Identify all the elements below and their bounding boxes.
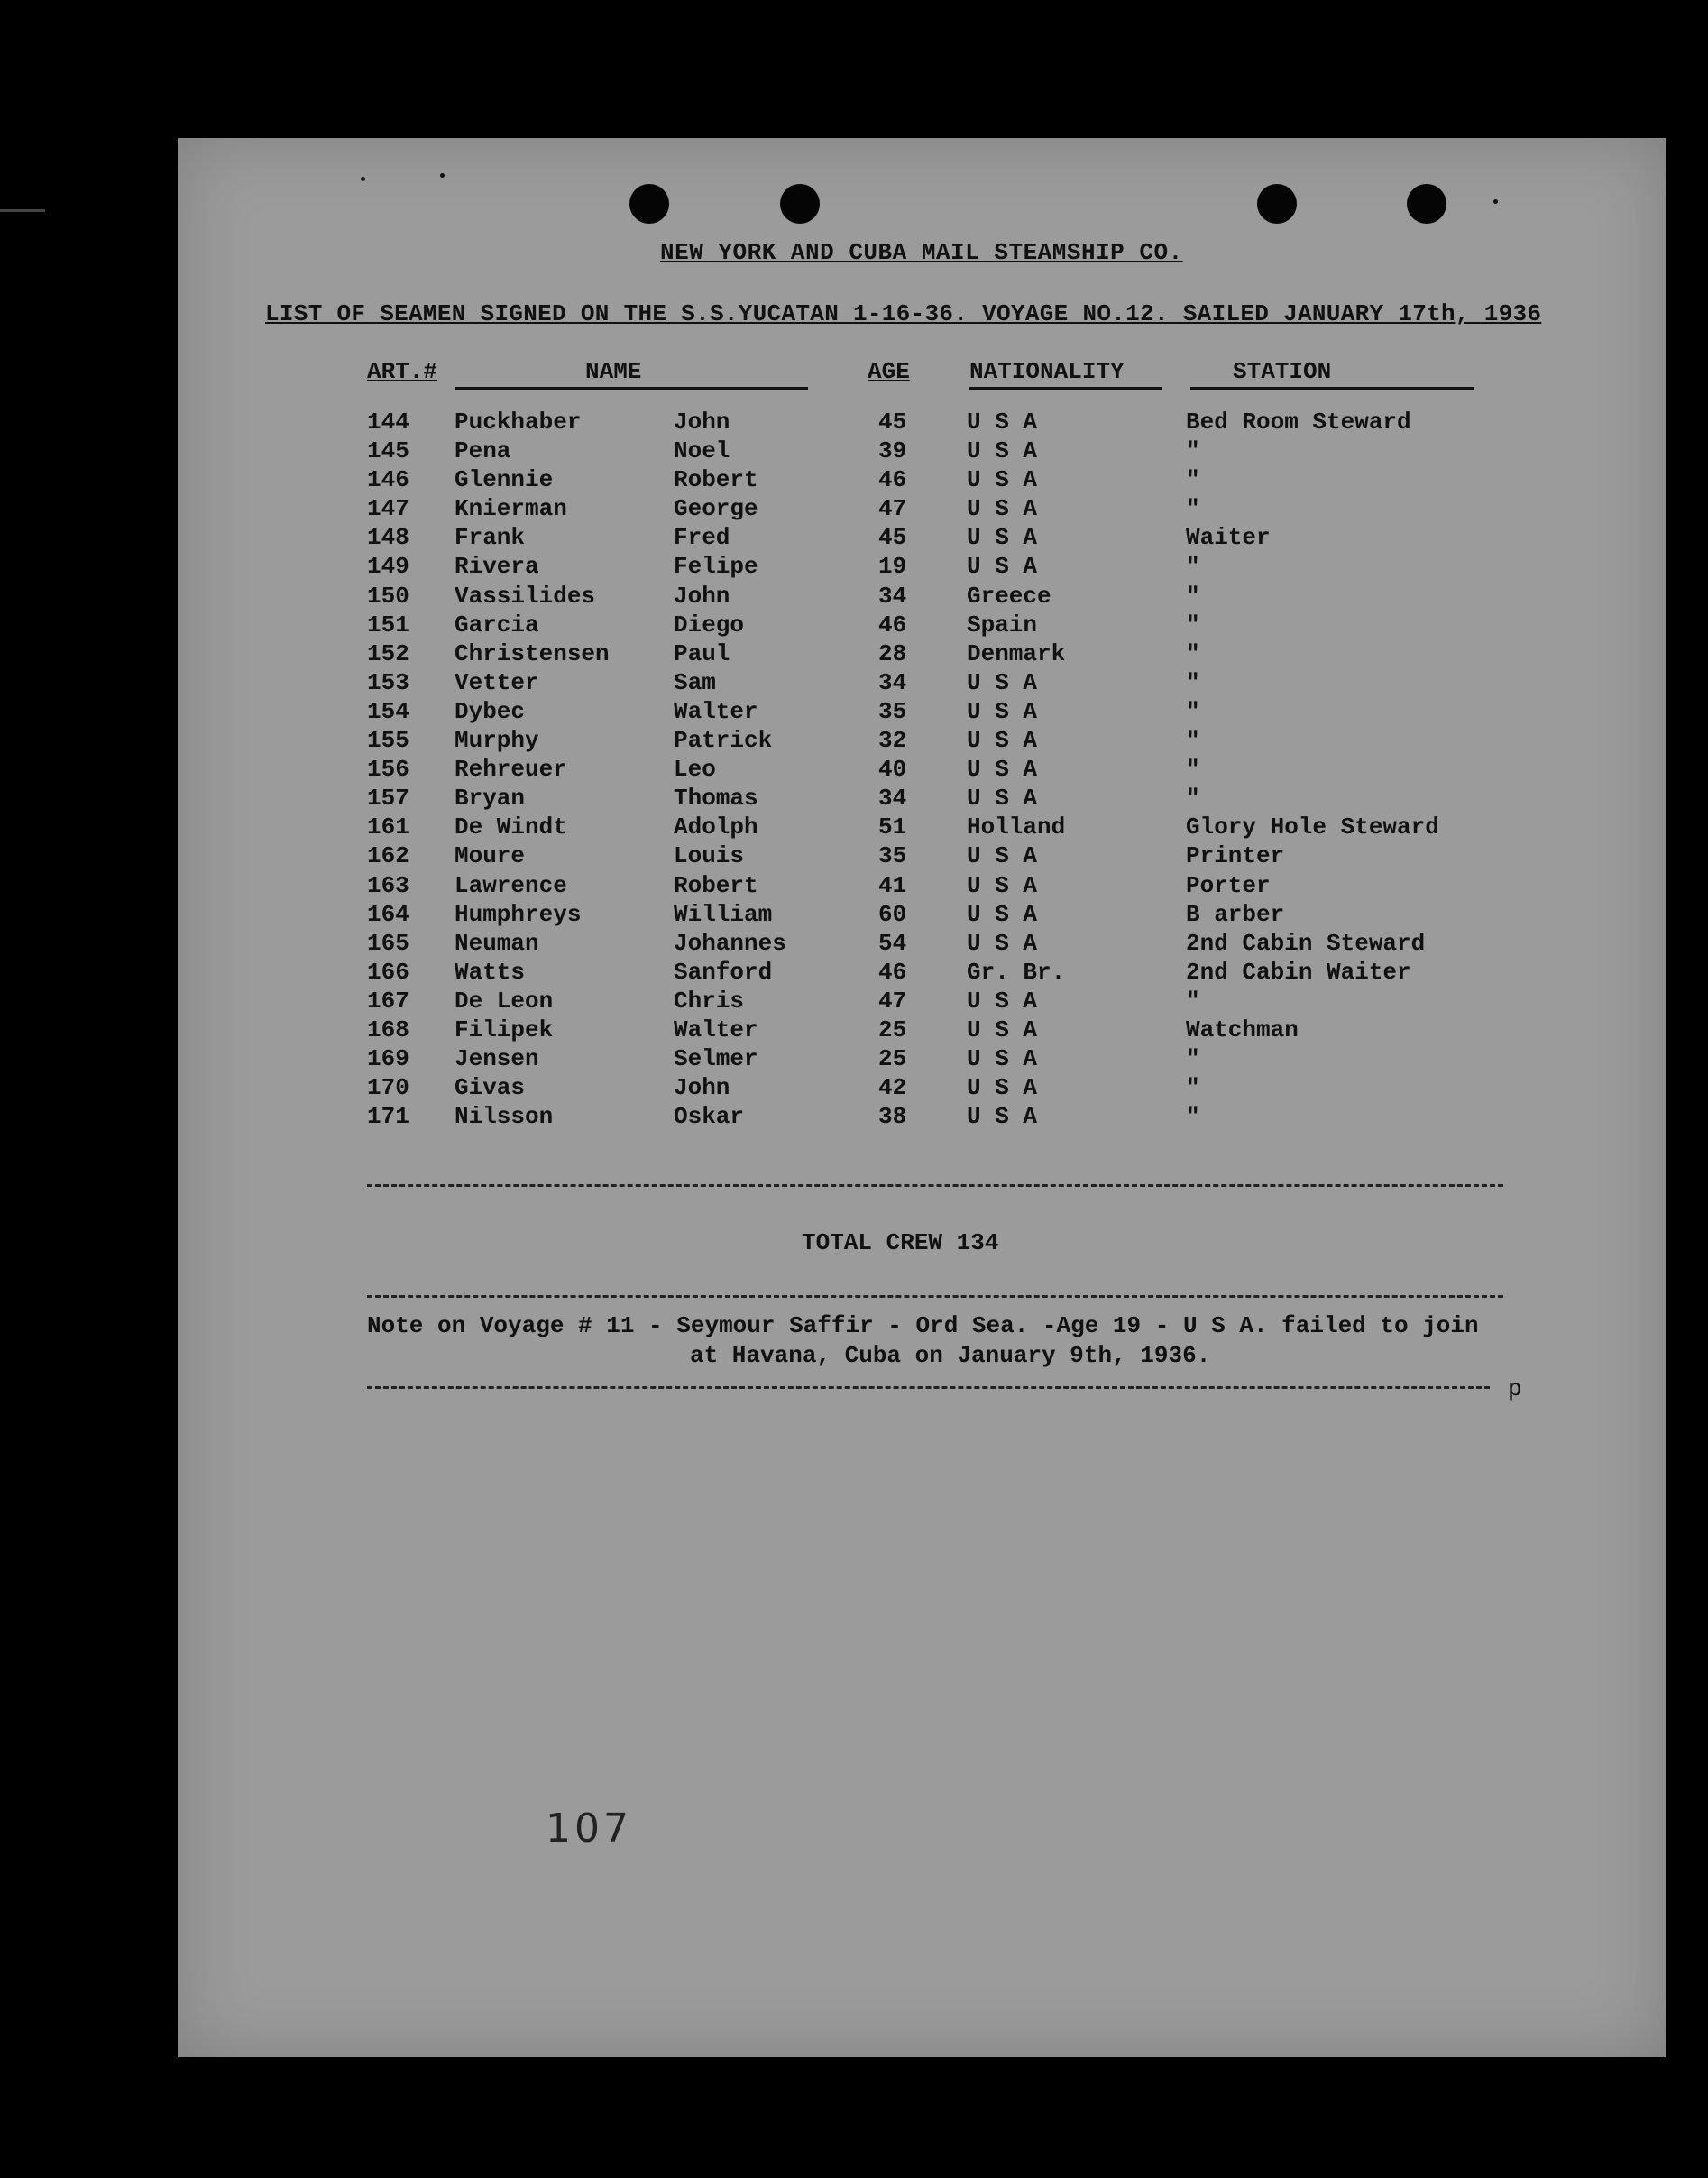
table-row [178,1016,1666,1045]
cell-given-name: Patrick [674,727,773,755]
cell-surname: Glennie [455,466,554,494]
cell-art-number: 165 [367,929,409,957]
cell-station: " [1186,987,1200,1015]
cell-age: 47 [878,987,907,1015]
cell-surname: Frank [455,524,526,552]
cell-surname: Vetter [455,668,539,696]
cell-age: 41 [878,871,907,899]
table-row [178,495,1666,524]
cell-nationality: U S A [967,495,1038,523]
list-title: LIST OF SEAMEN SIGNED ON THE S.S.YUCATAN 1-16-36. VOYAGE NO.12. SAILED JANUARY 17th, 1936 [265,300,1542,327]
cell-age: 25 [878,1045,907,1073]
cell-station: " [1186,785,1200,813]
punch-hole [780,184,820,224]
cell-surname: Garcia [455,611,539,639]
cell-age: 38 [878,1103,907,1131]
speck [361,177,365,181]
cell-given-name: Sanford [674,958,773,986]
cell-age: 39 [878,437,907,465]
cell-art-number: 144 [367,409,409,436]
punch-hole [1257,184,1297,224]
cell-age: 40 [878,756,907,784]
cell-surname: Puckhaber [455,409,582,436]
table-row [178,872,1666,901]
cell-art-number: 146 [367,466,409,494]
cell-surname: De Leon [455,987,554,1015]
cell-art-number: 154 [367,697,409,725]
header-name-rule [455,387,808,390]
cell-nationality: U S A [967,437,1038,465]
cell-given-name: William [674,900,773,928]
handwritten-page-number: 107 [546,1806,632,1852]
cell-nationality: U S A [967,553,1038,581]
cell-age: 45 [878,524,907,552]
note-line-1: Note on Voyage # 11 - Seymour Saffir - Ord Sea. -Age 19 - U S A. failed to join [367,1312,1479,1339]
cell-station: " [1186,1045,1200,1073]
table-row [178,842,1666,871]
cell-art-number: 149 [367,553,409,581]
cell-nationality: U S A [967,1045,1038,1073]
cell-given-name: Walter [674,1015,758,1043]
cell-age: 28 [878,639,907,667]
table-row [178,611,1666,640]
table-row [178,1074,1666,1103]
table-row [178,901,1666,930]
cell-station: " [1186,639,1200,667]
cell-nationality: Denmark [967,639,1066,667]
dashed-separator [367,1386,1490,1389]
document-page [178,138,1666,2057]
cell-age: 34 [878,668,907,696]
cell-surname: Jensen [455,1045,539,1073]
cell-art-number: 168 [367,1015,409,1043]
cell-station: Porter [1186,871,1271,899]
header-art: ART.# [367,358,438,385]
speck [1493,199,1498,204]
cell-age: 51 [878,813,907,841]
cell-age: 35 [878,842,907,870]
cell-surname: Bryan [455,785,526,813]
table-row [178,1103,1666,1132]
table-row [178,524,1666,553]
edge-mark [0,209,45,212]
cell-given-name: Noel [674,437,730,465]
cell-art-number: 147 [367,495,409,523]
cell-art-number: 164 [367,900,409,928]
cell-station: B arber [1186,900,1285,928]
cell-age: 54 [878,929,907,957]
speck [440,173,445,178]
cell-given-name: Adolph [674,813,758,841]
cell-age: 19 [878,553,907,581]
cell-surname: De Windt [455,813,567,841]
cell-given-name: Chris [674,987,745,1015]
cell-nationality: U S A [967,409,1038,436]
cell-given-name: Robert [674,466,758,494]
cell-station: " [1186,466,1200,494]
cell-art-number: 155 [367,727,409,755]
cell-surname: Vassilides [455,582,596,610]
cell-art-number: 171 [367,1103,409,1131]
cell-surname: Lawrence [455,871,567,899]
cell-given-name: Thomas [674,785,758,813]
table-row [178,727,1666,756]
cell-nationality: U S A [967,842,1038,870]
cell-nationality: Greece [967,582,1051,610]
cell-art-number: 163 [367,871,409,899]
cell-art-number: 162 [367,842,409,870]
cell-surname: Christensen [455,639,610,667]
cell-nationality: Gr. Br. [967,958,1066,986]
cell-given-name: John [674,409,730,436]
cell-nationality: U S A [967,987,1038,1015]
cell-station: " [1186,697,1200,725]
total-crew: TOTAL CREW 134 [802,1229,999,1256]
table-row [178,669,1666,698]
cell-given-name: Diego [674,611,745,639]
cell-art-number: 167 [367,987,409,1015]
cell-station: Glory Hole Steward [1186,813,1439,841]
cell-surname: Knierman [455,495,567,523]
cell-nationality: U S A [967,466,1038,494]
company-title: NEW YORK AND CUBA MAIL STEAMSHIP CO. [660,239,1183,266]
table-row [178,785,1666,813]
cell-nationality: U S A [967,697,1038,725]
cell-art-number: 166 [367,958,409,986]
cell-age: 46 [878,958,907,986]
cell-surname: Givas [455,1074,526,1102]
cell-given-name: Johannes [674,929,786,957]
cell-age: 46 [878,466,907,494]
header-nationality-rule [969,387,1162,390]
cell-art-number: 148 [367,524,409,552]
cell-station: 2nd Cabin Steward [1186,929,1426,957]
cell-given-name: Robert [674,871,758,899]
cell-station: " [1186,495,1200,523]
cell-age: 60 [878,900,907,928]
cell-station: Printer [1186,842,1285,870]
table-row [178,409,1666,437]
dashed-separator [367,1184,1503,1187]
cell-surname: Moure [455,842,526,870]
table-row [178,553,1666,582]
cell-nationality: U S A [967,668,1038,696]
header-age: AGE [868,358,910,385]
cell-surname: Dybec [455,697,526,725]
cell-given-name: Oskar [674,1103,745,1131]
cell-nationality: U S A [967,1103,1038,1131]
header-nationality: NATIONALITY [969,358,1125,385]
table-row [178,640,1666,669]
cell-given-name: Walter [674,697,758,725]
cell-given-name: George [674,495,758,523]
cell-nationality: U S A [967,756,1038,784]
cell-given-name: John [674,1074,730,1102]
cell-age: 34 [878,582,907,610]
cell-given-name: Louis [674,842,745,870]
cell-station: " [1186,727,1200,755]
cell-given-name: John [674,582,730,610]
cell-nationality: U S A [967,929,1038,957]
note-line-2: at Havana, Cuba on January 9th, 1936. [690,1342,1211,1369]
cell-station: " [1186,756,1200,784]
cell-surname: Rehreuer [455,756,567,784]
cell-station: Bed Room Steward [1186,409,1411,436]
cell-station: " [1186,582,1200,610]
table-row [178,698,1666,727]
trailing-mark: p [1508,1375,1522,1402]
cell-station: " [1186,1103,1200,1131]
cell-station: " [1186,611,1200,639]
table-row [178,437,1666,466]
crew-table [178,409,1666,1132]
cell-given-name: Felipe [674,553,758,581]
cell-surname: Rivera [455,553,539,581]
header-station-rule [1190,387,1474,390]
cell-age: 35 [878,697,907,725]
cell-station: " [1186,553,1200,581]
cell-nationality: U S A [967,785,1038,813]
cell-art-number: 153 [367,668,409,696]
cell-age: 47 [878,495,907,523]
cell-art-number: 170 [367,1074,409,1102]
cell-art-number: 151 [367,611,409,639]
cell-given-name: Leo [674,756,716,784]
cell-age: 32 [878,727,907,755]
cell-art-number: 156 [367,756,409,784]
table-row [178,756,1666,785]
cell-station: " [1186,437,1200,465]
cell-surname: Pena [455,437,511,465]
cell-surname: Filipek [455,1015,554,1043]
cell-art-number: 169 [367,1045,409,1073]
cell-age: 46 [878,611,907,639]
cell-nationality: Holland [967,813,1066,841]
cell-given-name: Fred [674,524,730,552]
cell-art-number: 152 [367,639,409,667]
table-row [178,1045,1666,1074]
cell-given-name: Sam [674,668,716,696]
dashed-separator [367,1295,1503,1298]
cell-age: 42 [878,1074,907,1102]
cell-surname: Humphreys [455,900,582,928]
cell-nationality: U S A [967,524,1038,552]
table-row [178,959,1666,988]
cell-surname: Watts [455,958,526,986]
cell-surname: Neuman [455,929,539,957]
cell-nationality: U S A [967,727,1038,755]
punch-hole [1407,184,1446,224]
cell-art-number: 161 [367,813,409,841]
header-name: NAME [585,358,642,385]
cell-nationality: U S A [967,871,1038,899]
cell-station: " [1186,668,1200,696]
cell-given-name: Selmer [674,1045,758,1073]
cell-station: 2nd Cabin Waiter [1186,958,1411,986]
cell-age: 34 [878,785,907,813]
cell-station: Watchman [1186,1015,1299,1043]
cell-given-name: Paul [674,639,730,667]
cell-art-number: 145 [367,437,409,465]
cell-age: 45 [878,409,907,436]
table-row [178,930,1666,959]
table-row [178,466,1666,495]
cell-surname: Murphy [455,727,539,755]
cell-surname: Nilsson [455,1103,554,1131]
punch-hole [629,184,669,224]
table-row [178,813,1666,842]
cell-station: " [1186,1074,1200,1102]
cell-nationality: U S A [967,900,1038,928]
cell-station: Waiter [1186,524,1271,552]
cell-nationality: U S A [967,1015,1038,1043]
cell-art-number: 157 [367,785,409,813]
table-row [178,988,1666,1016]
table-row [178,583,1666,611]
cell-nationality: U S A [967,1074,1038,1102]
cell-age: 25 [878,1015,907,1043]
header-station: STATION [1233,358,1332,385]
cell-nationality: Spain [967,611,1038,639]
cell-art-number: 150 [367,582,409,610]
